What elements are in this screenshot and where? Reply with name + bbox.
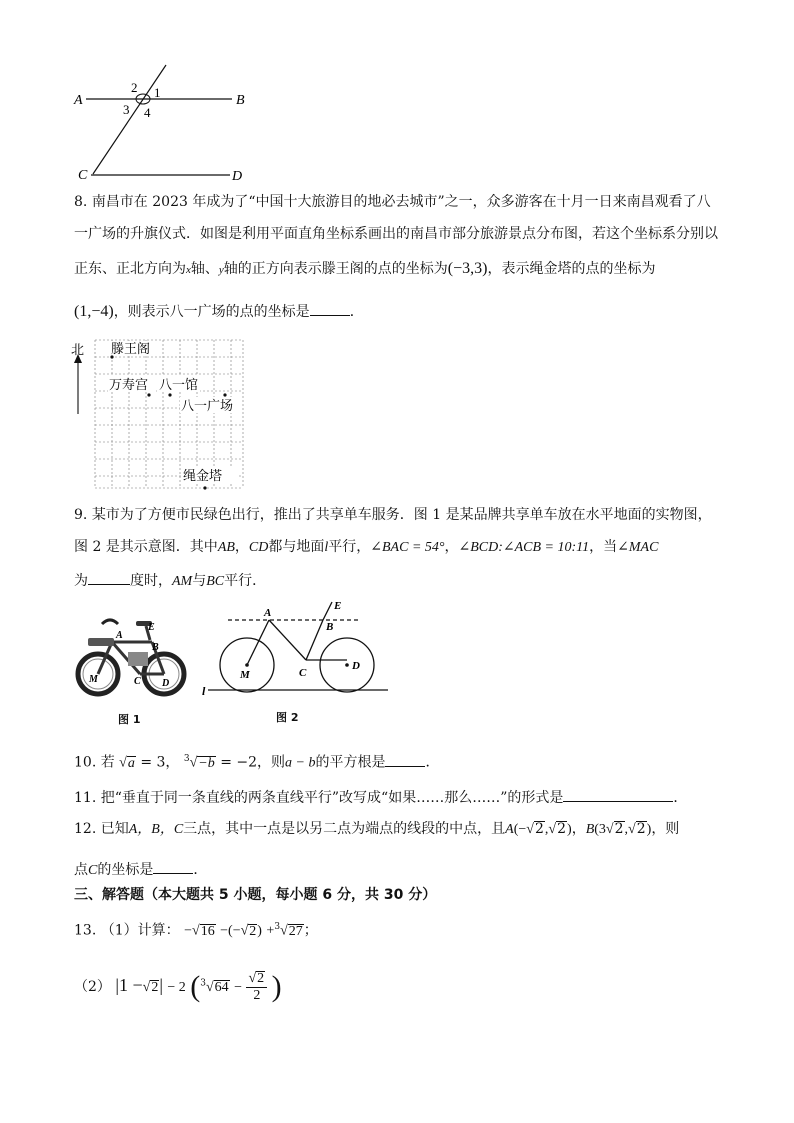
photo-B: B	[152, 642, 159, 653]
label-B: B	[236, 93, 245, 108]
wanshou-label: 万寿宫	[109, 378, 149, 393]
q12-line2: 点C的坐标是 ．	[74, 859, 207, 880]
angle-2: 2	[131, 80, 138, 95]
fig2-caption: 图 2	[276, 711, 299, 724]
tengwang-label: 滕王阁	[111, 342, 151, 357]
q11-line: 11. 把“垂直于同一条直线的两条直线平行”改写成“如果……那么……”的形式是 ．	[74, 787, 687, 807]
bicycle-photo	[74, 612, 192, 702]
label-C: C	[78, 168, 88, 182]
angle-3: 3	[123, 102, 130, 117]
tengwang-coord: (−3,3)	[447, 260, 488, 277]
fig2-E: E	[334, 600, 342, 612]
fig1-caption: 图 1	[118, 713, 141, 726]
fig2-B: B	[326, 621, 334, 633]
q13-part2: （2） |1 −√2| − 2 ($^3$√64 − $\frac{√2}{2}$ )	[74, 970, 282, 1003]
bayiguangchang-label: 八一广场	[181, 399, 234, 414]
photo-A: A	[116, 630, 123, 641]
q13-part1: 13. （1）计算： −√16 −(−√2) +$^3$√27；	[74, 922, 318, 939]
q12-line1: 12. 已知A，B，C三点，其中一点是以另二点为端点的线段的中点，且A(−√2,√2)，B(3√2,√2)，则	[74, 821, 680, 837]
q9-answer-blank[interactable]	[88, 570, 130, 585]
photo-M: M	[89, 674, 98, 685]
q8-map-grid	[70, 334, 250, 494]
q10-line: 10. 若 √a = 3， $^3$√−b = −2，则a − b的平方根是 ．	[74, 750, 439, 773]
fig2-M: M	[240, 669, 250, 681]
angle-4: 4	[144, 105, 151, 120]
bayiguan-label: 八一馆	[159, 378, 199, 393]
q10-answer-blank[interactable]	[385, 752, 425, 767]
parallel-lines-figure	[70, 62, 270, 182]
shengjin-point	[203, 486, 206, 489]
q12-answer-blank[interactable]	[153, 859, 193, 874]
shengjin-label: 绳金塔	[183, 469, 223, 484]
angle-ratio: ∠BCD:∠ACB = 10:11	[458, 540, 590, 555]
q9-line1: 9. 某市为了方便市民绿色出行，推出了共享单车服务．图 1 是某品牌共享单车放在水平地面的实物图，	[74, 507, 712, 523]
q9-line2: 图 2 是其示意图．其中AB，CD都与地面l平行，∠BAC = 54°，∠BCD:∠ACB = 10:11，当∠MAC	[74, 539, 659, 555]
fig2-C: C	[299, 667, 307, 679]
photo-E: E	[148, 622, 155, 633]
fig2-l: l	[202, 684, 206, 698]
q11-number: 11.	[74, 790, 97, 806]
fig2-D: D	[352, 660, 360, 672]
q12-number: 12.	[74, 821, 97, 837]
label-D: D	[232, 169, 243, 182]
photo-C: C	[134, 676, 141, 687]
photo-D: D	[162, 678, 170, 689]
q10-number: 10.	[74, 754, 97, 771]
q8-line4: (1,−4)，则表示八一广场的点的坐标是 ．	[74, 303, 364, 320]
fig2-A: A	[264, 607, 272, 619]
q8-line1: 8. 南昌市在 2023 年成为了“中国十大旅游目的地必去城市”之一，众多游客在十月一日来南昌观看了八	[74, 194, 711, 210]
angle-1: 1	[154, 85, 161, 100]
q8-line3: 正东、正北方向为x轴、y轴的正方向表示滕王阁的点的坐标为(−3,3)，表示绳金塔的点的坐标为	[74, 260, 656, 277]
shengjin-coord: (1,−4)	[74, 303, 114, 320]
q9-line3: 为 度时，AM与BC平行．	[74, 570, 266, 591]
q13-number: 13.	[74, 922, 97, 939]
label-A: A	[74, 93, 83, 108]
q8-line2: 一广场的升旗仪式．如图是利用平面直角坐标系画出的南昌市部分旅游景点分布图，若这个坐标系分别以	[74, 226, 718, 242]
north-label: 北	[71, 343, 85, 358]
wanshou-point	[147, 393, 150, 396]
bayiguan-point	[168, 393, 171, 396]
section3-title: 三、解答题（本大题共 5 小题，每小题 6 分，共 30 分）	[74, 887, 437, 903]
q11-answer-blank[interactable]	[563, 787, 673, 802]
angle-bac: ∠BAC = 54°	[370, 540, 445, 555]
bayiguangchang-point	[223, 393, 226, 396]
q8-number: 8.	[74, 194, 88, 210]
q9-number: 9.	[74, 507, 88, 523]
bicycle-schematic	[200, 598, 400, 702]
q8-answer-blank[interactable]	[310, 301, 350, 316]
